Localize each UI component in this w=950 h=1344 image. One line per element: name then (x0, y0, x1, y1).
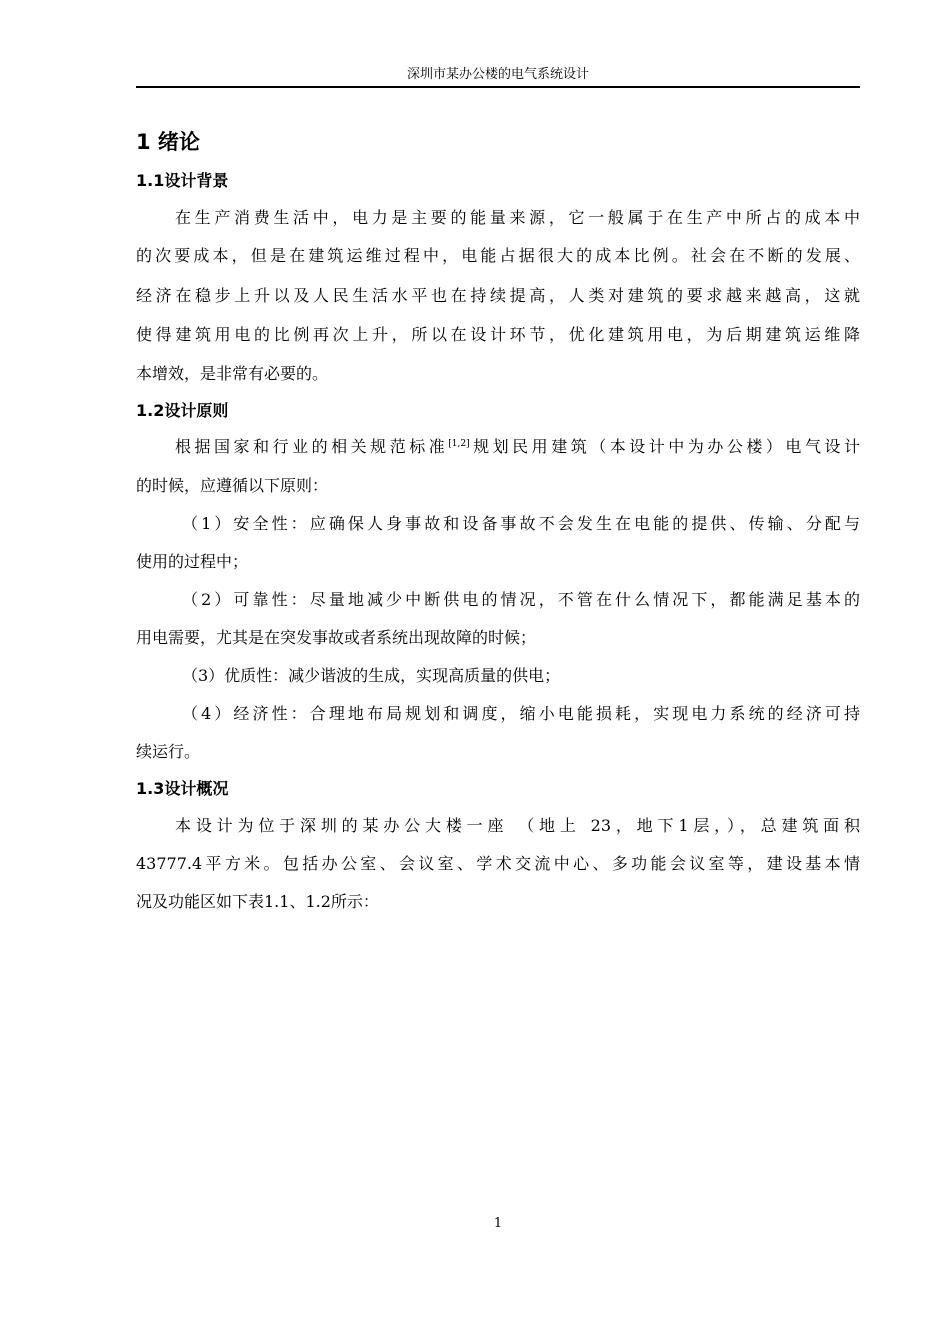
paragraph-line: 本设计为位于深圳的某办公大楼一座 （地上 23，地下1层，），总建筑面积 (175, 816, 860, 835)
paragraph-line: 使得建筑用电的比例再次上升，所以在设计环节，优化建筑用电，为后期建筑运维降 (136, 325, 860, 344)
list-item-line: （3）优质性：减少谐波的生成，实现高质量的供电； (182, 666, 561, 685)
paragraph-line (175, 435, 860, 459)
intro-text-post: 规划民用建筑（本设计中为办公楼）电气设计 (469, 437, 860, 456)
header-title: 深圳市某办公楼的电气系统设计 (406, 67, 589, 82)
list-item-line: 用电需要，尤其是在突发事故或者系统出现故障的时候； (136, 628, 537, 647)
intro-text-pre: 根据国家和行业的相关规范标准 (175, 437, 449, 456)
paragraph-line: 本增效，是非常有必要的。 (136, 364, 329, 383)
paragraph-line: 43777.4平方米。包括办公室、会议室、学术交流中心、多功能会议室等，建设基本情 (136, 854, 860, 873)
section-title-1-3: 1.3设计概况 (136, 779, 229, 798)
paragraph-line: 况及功能区如下表1.1、1.2所示： (136, 892, 379, 911)
list-item-line: 续运行。 (136, 742, 201, 761)
paragraph-line: 的次要成本，但是在建筑运维过程中，电能占据很大的成本比例。社会在不断的发展、 (136, 246, 860, 265)
header-rule (136, 86, 860, 88)
section-title-1-2: 1.2设计原则 (136, 401, 229, 420)
chapter-title: 1 绪论 (136, 130, 200, 154)
section-title-1-1: 1.1设计背景 (136, 171, 229, 190)
paragraph-line: 在生产消费生活中，电力是主要的能量来源，它一般属于在生产中所占的成本中 (175, 208, 860, 227)
list-item-line: （4）经济性：合理地布局规划和调度，缩小电能损耗，实现电力系统的经济可持 (182, 704, 860, 723)
page-number: 1 (493, 1216, 503, 1231)
paragraph-line: 的时候，应遵循以下原则： (136, 476, 329, 495)
list-item-line: 使用的过程中； (136, 552, 249, 571)
list-item-line: （1）安全性：应确保人身事故和设备事故不会发生在电能的提供、传输、分配与 (182, 514, 860, 533)
citation-ref: [1,2] (448, 439, 470, 449)
paragraph-line: 经济在稳步上升以及人民生活水平也在持续提高，人类对建筑的要求越来越高，这就 (136, 286, 860, 305)
list-item-line: （2）可靠性：尽量地减少中断供电的情况，不管在什么情况下，都能满足基本的 (182, 590, 860, 609)
